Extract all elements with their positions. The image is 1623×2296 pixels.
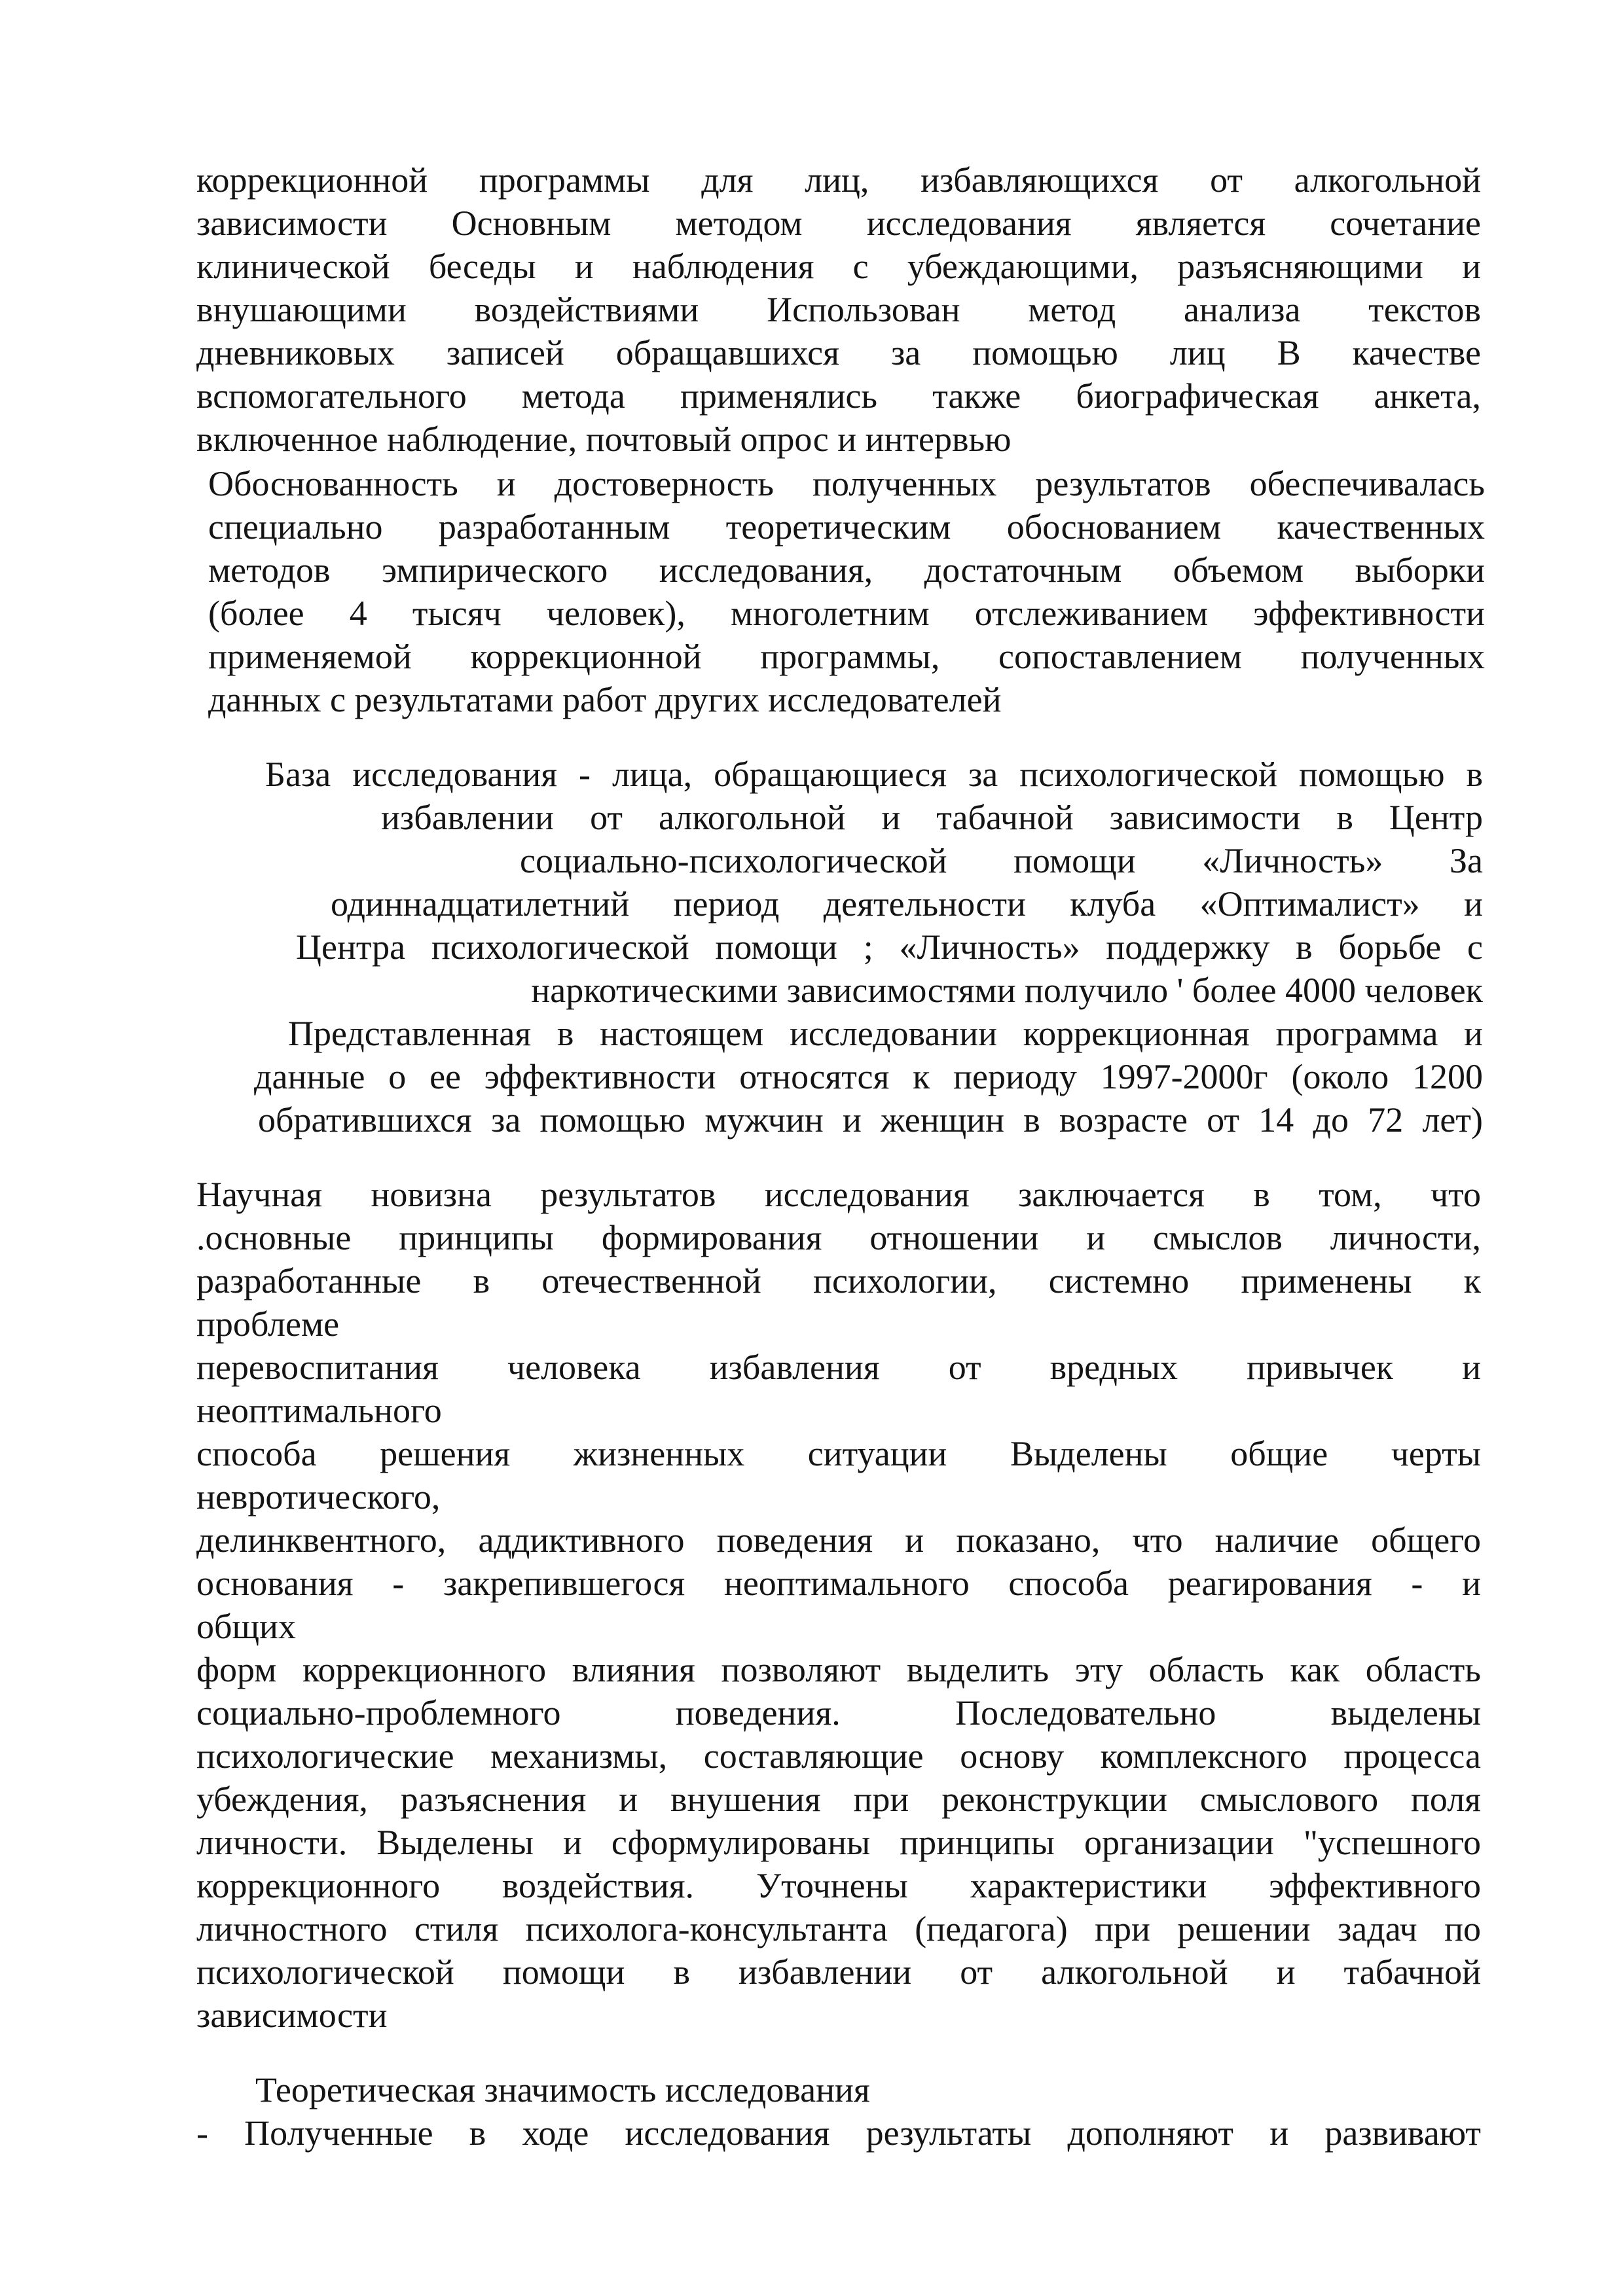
text-line: способа решения жизненных ситуации Выделены общие черты: [196, 1434, 1481, 1473]
text-line: перевоспитания человека избавления от вредных привычек и: [196, 1348, 1481, 1387]
text-line: зависимости: [196, 1996, 388, 2035]
section-heading: Теоретическая значимость исследования: [255, 2070, 870, 2109]
text-line: применяемой коррекционной программы, сопоставлением полученных: [208, 637, 1485, 676]
text-line: специально разработанным теоретическим обоснованием качественных: [208, 507, 1485, 547]
text-line: делинквентного, аддиктивного поведения и показано, что наличие общего: [196, 1520, 1481, 1560]
text-line: База исследования - лица, обращающиеся за психологической помощью в: [265, 755, 1483, 794]
text-line: личностного стиля психолога-консультанта (педагога) при решении задач по: [196, 1909, 1481, 1948]
text-line: Научная новизна результатов исследования заключается в том, что: [196, 1175, 1481, 1214]
text-line: психологические механизмы, составляющие основу комплексного процесса: [196, 1736, 1481, 1776]
text-line: избавлении от алкогольной и табачной зависимости в Центр: [381, 798, 1483, 837]
text-line: Обоснованность и достоверность полученных результатов обеспечивалась: [208, 464, 1485, 503]
text-line: наркотическими зависимостями получило ' более 4000 человек: [531, 971, 1483, 1010]
text-line: клинической беседы и наблюдения с убеждающими, разъясняющими и: [196, 247, 1481, 286]
text-line: данные о ее эффективности относятся к периоду 1997-2000г (около 1200: [254, 1057, 1483, 1096]
text-line: убеждения, разъяснения и внушения при реконструкции смыслового поля: [196, 1780, 1481, 1819]
text-line: социально-психологической помощи «Личность» За: [520, 841, 1483, 880]
text-line: методов эмпирического исследования, достаточным объемом выборки: [208, 550, 1485, 590]
text-line: внушающими воздействиями Использован метод анализа текстов: [196, 290, 1481, 329]
text-line: общих: [196, 1607, 296, 1646]
text-line: одиннадцатилетний период деятельности клуба «Оптималист» и: [331, 884, 1483, 924]
text-line: невротического,: [196, 1477, 441, 1516]
text-line: - Полученные в ходе исследования результаты дополняют и развивают: [196, 2113, 1481, 2153]
text-line: (более 4 тысяч человек), многолетним отслеживанием эффективности: [208, 594, 1485, 633]
text-line: Центра психологической помощи ; «Личность» поддержку в борьбе с: [296, 927, 1483, 967]
text-line: включенное наблюдение, почтовый опрос и интервью: [196, 420, 1012, 459]
text-line: неоптимального: [196, 1391, 442, 1430]
text-line: обратившихся за помощью мужчин и женщин в возрасте от 14 до 72 лет): [258, 1100, 1483, 1139]
text-line: зависимости Основным методом исследования является сочетание: [196, 204, 1481, 243]
text-line: психологической помощи в избавлении от алкогольной и табачной: [196, 1952, 1481, 1992]
text-line: социально-проблемного поведения. Последовательно выделены: [196, 1693, 1481, 1732]
text-line: разработанные в отечественной психологии, системно применены к: [196, 1261, 1481, 1300]
text-line: дневниковых записей обращавшихся за помощью лиц В качестве: [196, 333, 1481, 372]
text-line: коррекционной программы для лиц, избавляющихся от алкогольной: [196, 160, 1481, 200]
text-line: коррекционного воздействия. Уточнены характеристики эффективного: [196, 1866, 1481, 1905]
text-line: личности. Выделены и сформулированы принципы организации "успешного: [196, 1823, 1481, 1862]
text-line: данных с результатами работ других исследователей: [208, 680, 1002, 719]
text-line: .основные принципы формирования отношении и смыслов личности,: [196, 1218, 1481, 1257]
text-line: форм коррекционного влияния позволяют выделить эту область как область: [196, 1650, 1481, 1689]
text-line: Представленная в настоящем исследовании коррекционная программа и: [288, 1014, 1483, 1053]
text-line: основания - закрепившегося неоптимального способа реагирования - и: [196, 1564, 1481, 1603]
text-line: проблеме: [196, 1304, 340, 1344]
text-line: вспомогательного метода применялись также биографическая анкета,: [196, 376, 1481, 416]
